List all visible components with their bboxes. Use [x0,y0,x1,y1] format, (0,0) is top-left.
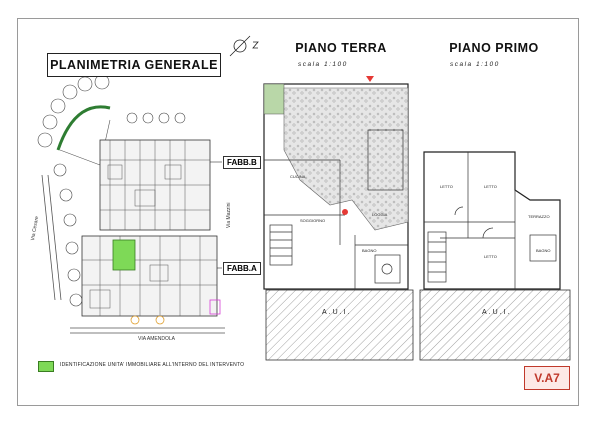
svg-text:BAGNO: BAGNO [362,248,377,253]
legend-text: IDENTIFICAZIONE UNITA' IMMOBILIARE ALL'INTERNO DEL INTERVENTO [60,362,245,368]
first-floor-scale: scala 1:100 [450,61,500,68]
svg-text:LETTO: LETTO [440,184,453,189]
site-plan [38,75,225,333]
aui-label-ground: A.U.I. [322,309,352,316]
aui-area-ground [266,290,413,360]
building-a-label: FABB.A [223,262,261,275]
ground-floor-title: PIANO TERRA [291,38,391,58]
north-arrow [230,36,258,56]
svg-text:LOGGIA: LOGGIA [372,212,388,217]
aui-label-first: A.U.I. [482,309,512,316]
svg-text:LETTO: LETTO [484,254,497,259]
first-floor-title: PIANO PRIMO [444,38,544,58]
street-south-label: VIA AMENDOLA [138,336,175,342]
building-b-label: FABB.B [223,156,261,169]
sheet-code: V.A7 [524,366,570,390]
legend-swatch [38,361,54,372]
aui-area-first [420,290,570,360]
ground-floor-scale: scala 1:100 [298,61,348,68]
street-west-label: Via Cesare [30,215,41,242]
svg-text:LETTO: LETTO [484,184,497,189]
building-a-footprint [82,236,217,316]
site-plan-title: PLANIMETRIA GENERALE [47,53,221,77]
svg-text:BAGNO: BAGNO [536,248,551,253]
first-floor-plan [420,152,570,360]
highlighted-unit [113,240,135,270]
entrance-marker [366,76,374,82]
street-east-label: Via Mazzini [226,202,232,228]
svg-text:SOGGIORNO: SOGGIORNO [300,218,326,223]
ground-floor-plan [264,76,413,360]
svg-text:TERRAZZO: TERRAZZO [528,214,550,219]
stair-marker-ground [342,209,348,215]
svg-text:CUCINA: CUCINA [290,174,306,179]
